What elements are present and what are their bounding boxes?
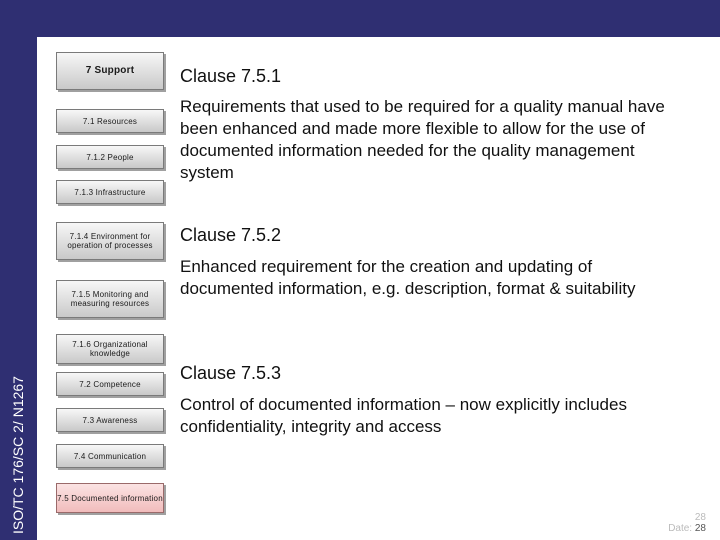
- nav-competence[interactable]: [56, 372, 164, 396]
- page-number: [668, 512, 706, 534]
- nav-awareness-label: 7.3 Awareness: [82, 415, 138, 425]
- nav-communication-label: 7.4 Communication: [73, 451, 147, 461]
- nav-infrastructure[interactable]: [56, 180, 164, 204]
- nav-communication[interactable]: [56, 444, 164, 468]
- nav-awareness[interactable]: [56, 408, 164, 432]
- nav-knowledge-label: 7.1.6 Organizational knowledge: [72, 340, 148, 358]
- nav-knowledge[interactable]: [56, 334, 164, 364]
- nav-documented-information[interactable]: [56, 483, 164, 513]
- clause-title-7-5-3: Clause 7.5.3: [180, 363, 282, 383]
- clause-body-7-5-3: Control of documented information – now explicitly includes confidentiality, integrity and access: [180, 395, 627, 436]
- nav-monitoring[interactable]: [56, 280, 164, 318]
- nav-people[interactable]: [56, 145, 164, 169]
- clause-title-7-5-2: Clause 7.5.2: [180, 225, 282, 245]
- nav-documented-information-label: 7.5 Documented information: [57, 493, 163, 503]
- page-number-faint: 28: [694, 512, 706, 523]
- nav-competence-label: 7.2 Competence: [79, 379, 141, 389]
- nav-environment-label: 7.1.4 Environment for operation of processes: [67, 232, 153, 250]
- nav-resources-label: 7.1 Resources: [82, 116, 138, 126]
- nav-people-label: 7.1.2 People: [86, 152, 134, 162]
- nav-resources[interactable]: [56, 109, 164, 133]
- clause-title-7-5-1: Clause 7.5.1: [180, 66, 282, 86]
- nav-environment[interactable]: [56, 222, 164, 260]
- clause-body-7-5-2: Enhanced requirement for the creation and updating of documented information, e.g. description, format & suitability: [180, 257, 636, 298]
- document-reference-label: ISO/TC 176/SC 2/ N1267: [10, 376, 26, 534]
- clause-body-7-5-1: Requirements that used to be required for a quality manual have been enhanced and made more flexible to allow for the use of documented information needed for the quality management system: [180, 97, 665, 182]
- side-band: [0, 0, 37, 540]
- top-band: [0, 0, 720, 37]
- nav-infrastructure-label: 7.1.3 Infrastructure: [74, 187, 146, 197]
- nav-support-label: 7 Support: [85, 65, 135, 76]
- date-label: Date:: [668, 523, 693, 534]
- nav-support[interactable]: [56, 52, 164, 90]
- page-number-value: 28: [694, 523, 706, 534]
- nav-monitoring-label: 7.1.5 Monitoring and measuring resources: [70, 290, 150, 308]
